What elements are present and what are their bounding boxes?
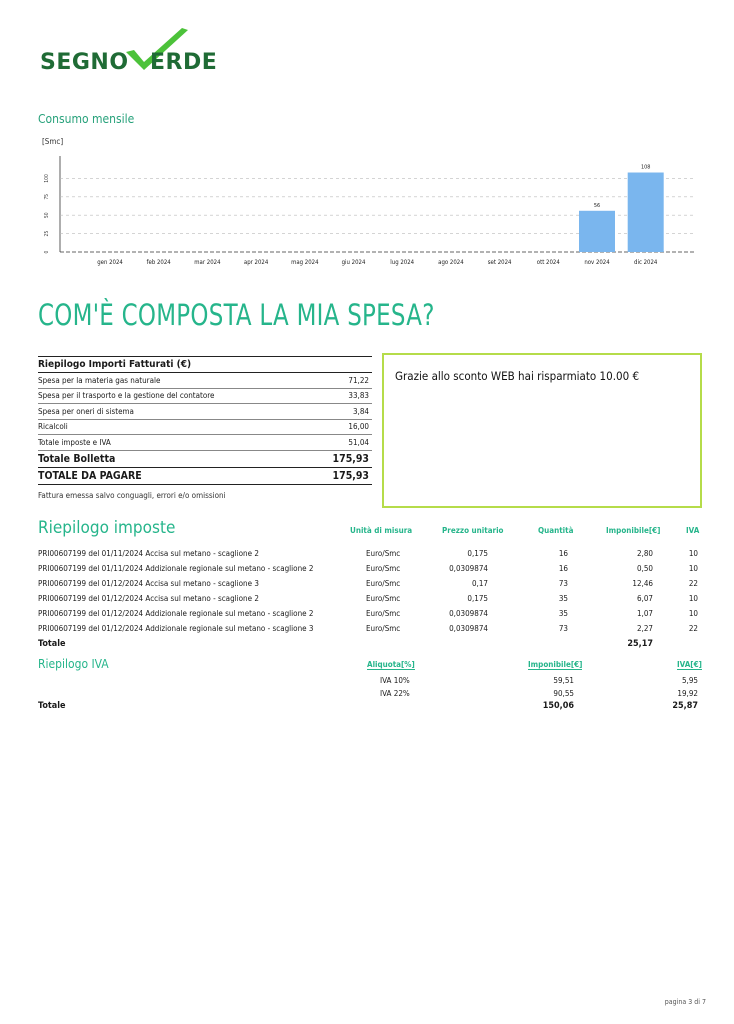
y-tick-label: 0	[44, 250, 50, 254]
chart-y-unit: [Smc]	[42, 137, 64, 146]
x-tick-label: dic 2024	[634, 259, 658, 266]
ith-taxable: Imponibile[€]	[528, 660, 583, 669]
iva-total-row: Totale 150,06 25,87	[38, 701, 698, 711]
summary-row: Totale imposte e IVA 51,04	[38, 435, 372, 451]
x-tick-label: ott 2024	[536, 259, 560, 266]
tax-row: PRI00607199 del 01/12/2024 Accisa sul metano - scaglione 3 Euro/Smc 0,17 73 12,46 22	[38, 579, 698, 588]
x-tick-label: apr 2024	[243, 259, 269, 266]
bar-data-label: 56	[593, 202, 601, 209]
x-tick-label: nov 2024	[584, 259, 610, 266]
page-number: pagina 3 di 7	[664, 998, 706, 1006]
summary-row: Ricalcoli 16,00	[38, 420, 372, 436]
taxes-title: Riepilogo imposte	[38, 518, 176, 538]
tax-row: PRI00607199 del 01/12/2024 Accisa sul metano - scaglione 2 Euro/Smc 0,175 35 6,07 10	[38, 594, 698, 603]
summary-row: Spesa per oneri di sistema 3,84	[38, 404, 372, 420]
bar	[579, 211, 615, 252]
disclaimer-note: Fattura emessa salvo conguagli, errori e/o omissioni	[38, 490, 226, 500]
x-tick-label: ago 2024	[438, 259, 464, 266]
ith-iva: IVA[€]	[677, 660, 702, 669]
th-qty: Quantità	[538, 526, 574, 535]
tax-row: PRI00607199 del 01/11/2024 Accisa sul metano - scaglione 2 Euro/Smc 0,175 16 2,80 10	[38, 549, 698, 558]
th-taxable: Imponibile[€]	[606, 526, 661, 535]
summary-row: Spesa per la materia gas naturale 71,22	[38, 373, 372, 389]
iva-row: IVA 10% 59,51 5,95	[380, 676, 698, 685]
tax-row: PRI00607199 del 01/11/2024 Addizionale regionale sul metano - scaglione 2 Euro/Smc 0,0309874 16 0,50 10	[38, 564, 698, 573]
consumption-chart	[30, 150, 700, 275]
th-unit: Unità di misura	[350, 526, 413, 535]
web-discount-text: Grazie allo sconto WEB hai risparmiato 10.00 €	[395, 369, 640, 383]
web-discount-box	[382, 353, 702, 508]
tax-row: PRI00607199 del 01/12/2024 Addizionale regionale sul metano - scaglione 2 Euro/Smc 0,0309874 35 1,07 10	[38, 609, 698, 618]
bar	[628, 173, 664, 252]
x-tick-label: giu 2024	[341, 259, 366, 266]
x-tick-label: feb 2024	[146, 259, 171, 266]
x-tick-label: mag 2024	[291, 259, 319, 266]
totale-pagare-row: TOTALE DA PAGARE 175,93	[38, 468, 372, 485]
iva-row: IVA 22% 90,55 19,92	[380, 689, 698, 698]
bar-data-label: 108	[640, 164, 651, 171]
y-tick-label: 75	[44, 193, 50, 200]
x-tick-label: set 2024	[487, 259, 512, 266]
iva-title: Riepilogo IVA	[38, 657, 109, 671]
th-iva: IVA	[686, 526, 700, 535]
ith-rate: Aliquota[%]	[367, 660, 415, 669]
summary-heading: Riepilogo Importi Fatturati (€)	[38, 356, 372, 373]
logo-text-segno: SEGNO	[40, 50, 129, 75]
logo-text-verde: ERDE	[150, 50, 218, 75]
section-title: COM'È COMPOSTA LA MIA SPESA?	[38, 298, 435, 332]
segnoverde-logo	[40, 26, 220, 78]
summary-row: Spesa per il trasporto e la gestione del contatore 33,83	[38, 389, 372, 405]
y-tick-label: 25	[44, 230, 50, 237]
tax-row: PRI00607199 del 01/12/2024 Addizionale regionale sul metano - scaglione 3 Euro/Smc 0,0309874 73 2,27 22	[38, 624, 698, 633]
y-tick-label: 100	[44, 174, 50, 183]
x-tick-label: lug 2024	[390, 259, 415, 266]
th-price: Prezzo unitario	[442, 526, 504, 535]
x-tick-label: mar 2024	[194, 259, 221, 266]
summary-table	[38, 356, 372, 500]
chart-title: Consumo mensile	[38, 112, 135, 126]
x-tick-label: gen 2024	[97, 259, 123, 266]
taxes-total-row: Totale 25,17	[38, 639, 653, 649]
totale-bolletta-row: Totale Bolletta 175,93	[38, 451, 372, 468]
y-tick-label: 50	[44, 212, 50, 219]
